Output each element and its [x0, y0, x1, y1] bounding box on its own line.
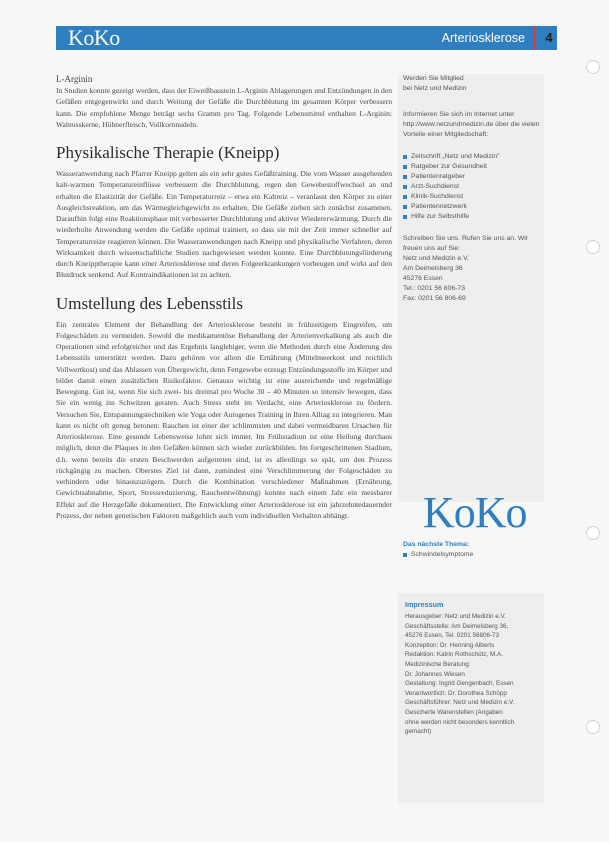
- membership-sidebar: [403, 74, 541, 304]
- contact-city: 45276 Essen: [403, 275, 443, 282]
- list-item: Ratgeber zur Gesundheit: [403, 162, 541, 172]
- impressum-title: Impressum: [405, 600, 444, 609]
- bullet-square-icon: [403, 155, 407, 159]
- list-item: Zeitschrift „Netz und Medizin": [403, 152, 541, 162]
- list-item: Arzt-Suchdienst: [403, 182, 541, 192]
- impressum-line: Geschäftsführer: Netz und Medizin e.V.: [405, 699, 515, 707]
- section-heading-kneipp: Physikalische Therapie (Kneipp): [56, 143, 280, 162]
- impressum-line: ohne werden nicht besonders kenntlich: [405, 718, 515, 726]
- binder-hole: [586, 720, 600, 734]
- accent-divider: [533, 26, 536, 50]
- binder-hole: [586, 526, 600, 540]
- bullet-square-icon: [403, 553, 407, 557]
- impressum-line: Verantwortlich: Dr. Dorothea Schöpp: [405, 689, 507, 697]
- contact-intro: Schreiben Sie uns. Rufen Sie uns an. Wir freuen uns auf Sie:: [403, 235, 529, 252]
- intro-heading: L-Arginin: [56, 74, 93, 84]
- list-item: Patientennetzwerk: [403, 202, 541, 212]
- section-heading-lifestyle: Umstellung des Lebensstils: [56, 293, 243, 313]
- bullet-square-icon: [403, 215, 407, 219]
- impressum-line: Medizinische Beratung:: [405, 660, 471, 668]
- list-item: Hilfe zur Selbsthilfe: [403, 212, 541, 222]
- impressum-line: 45276 Essen, Tel. 0201 56806-73: [405, 632, 500, 640]
- section-title: Arteriosklerose: [441, 31, 525, 45]
- impressum-line: Gestaltung: Ingrid Gengenbach, Essen: [405, 680, 514, 688]
- main-column: [56, 74, 392, 521]
- membership-title-line2: bei Netz und Medizin: [403, 85, 467, 92]
- impressum-line: Geschäftsstelle: Am Deimelsberg 36,: [405, 622, 509, 630]
- intro-paragraph: In Studien konnte gezeigt werden, dass der Eiweißbaustein L-Arginin Ablagerungen und Entzündungen in den Gefäßen entgegenwirkt und durch Weitung der Gefäße die Durchblutung im gesamten Körper verbessern kann. Die empfohlene Menge beträgt sechs Gramm pro Tag. Folgende Lebensmittel enthalten L-Arginin: Walnusskerne, Hühnerfleisch, Vollkornnudeln.: [56, 86, 393, 129]
- impressum-line: Gesicherte Warenstellen (Angaben: [405, 708, 503, 716]
- benefits-list: [403, 152, 541, 222]
- bullet-square-icon: [403, 175, 407, 179]
- kneipp-paragraph: Wasseranwendung nach Pfarrer Kneipp gelten als ein sehr gutes Gefäßtraining. Die vom Wasser ausgehenden kalt-warmen Temperatureinflüsse verbessern die Durchblutung, regen den Gewebestoffwechsel an und erhalten die Elastizität der Gefäße. Ein Temperaturreiz – etwa ein Kaltreiz – veranlasst den Körper zu einer Ausgleichsreaktion, um das Wärmegleichgewicht zu erhalten. Die Gefäße ziehen sich zunächst zusammen. Daraufhin folgt eine Reaktionsphase mit verbesserter Durchblutung und aktiver Wiedererwärmung. Durch die wiederholte Anwendung werden die Gefäße optimal trainiert, so dass sie mit der Zeit immer schneller auf Temperaturreize reagieren können. Die Wasseranwendungen nach Kneipp und physikalische Verfahren, deren Wirksamkeit durch wissenschaftliche Studien nachgewiesen werden konnte. Eine Durchblutungsförderung durch Kneipptherapie kann einer Arteriosklerose und deren Folgeerkrankungen vorbeugen und wirkt auf den Blutdruck senkend. Auf Kontraindikationen ist zu achten.: [56, 169, 392, 280]
- lifestyle-paragraph: Ein zentrales Element der Behandlung der Arteriosklerose besteht in frühzeitigem Eingreifen, um Folgeschäden zu vermeiden. Sowohl die medikamentöse Behandlung der Arterienverkalkung als auch die Operationen sind erfolgreicher und das Ergebnis langlebiger, wenn die Methoden durch eine Änderung des Lebensstils unterstützt werden. Dazu gehören vor allem die Ernährung (Mittelmeerkost und reichlich Vollwertkost) und das Ablassen von Übergewicht, denn Fettgewebe erzeugt Entzündungsstoffe im Körper und bildet damit einen zusätzlichen Risikofaktor. Genauso wichtig ist eine ausreichende und regelmäßige Bewegung. Gut ist, wenn Sie sich zwei- bis dreimal pro Woche 30 – 40 Minuten so intensiv bewegen, dass Sie ein wenig ins Schwitzen geraten. Auch Stress steht im Verdacht, eine Arteriosklerose zu fördern. Versuchen Sie, Entspannungstechniken wie Yoga oder Autogenes Training in Ihren Alltag zu integrieren. Man kann es nicht oft genug betonen: Rauchen ist einer der schlimmsten und dabei vermeidbaren Ursachen für Arteriosklerose. Eine gesunde Lebensweise lohnt sich immer. Im Frühstadium ist eine Heilung durchaus möglich, denn die Plaques in den Gefäßen können sich wieder zurückbilden. Im fortgeschrittenen Stadium, d.h. wenn bereits die ersten Beschwerden aufgetreten sind, ist es allerdings so spät, um den Prozess rückgängig zu machen. Oberstes Ziel ist dann, zumindest eine Verschlimmerung der Folgeschäden zu verhindern oder hinauszuzögern. Durch die Kombination verschiedener Maßnahmen (Ernährung, Gewichtsabnahme, Sport, Stressreduzierung, Rauchentwöhnung) konnte nach einem Jahr ein messbarer Effekt auf die Herzgefäße dokumentiert. Die Entwicklung einer Arteriosklerose ist ein jahrzehntedauernder Prozess, der neben genetischen Faktoren maßgeblich auch vom individuellen Verhalten abhängt.: [56, 319, 392, 520]
- impressum-line: Herausgeber: Netz und Medizin e.V.: [405, 613, 506, 620]
- bullet-square-icon: [403, 185, 407, 189]
- membership-info: Informieren Sie sich im Internet unter http://www.netzundmedizin.de über die vielen Vorteile einer Mitgliedschaft:: [403, 111, 540, 138]
- impressum: [405, 600, 541, 737]
- bullet-square-icon: [403, 195, 407, 199]
- impressum-line: Konzeption: Dr. Henning Alberts: [405, 641, 495, 649]
- contact-tel: Tel.: 0201 56 806-73: [403, 285, 465, 292]
- page-number: 4: [541, 26, 557, 50]
- contact-fax: Fax: 0201 56 806-69: [403, 295, 466, 302]
- brand-logo: KoKo: [68, 25, 120, 50]
- next-topic-item: Schwindelsymptome: [403, 550, 541, 560]
- next-topic: [403, 539, 541, 560]
- impressum-line: Dr. Johannes Wiesen: [405, 670, 465, 678]
- list-item: Klinik-Suchdienst: [403, 192, 541, 202]
- binder-hole: [586, 240, 600, 254]
- koko-logo: KoKo: [423, 488, 527, 537]
- bullet-square-icon: [403, 205, 407, 209]
- bullet-square-icon: [403, 165, 407, 169]
- membership-title-line1: Werden Sie Mitglied: [403, 75, 464, 82]
- contact-street: Am Deimelsberg 36: [403, 265, 463, 272]
- list-item: Patientenratgeber: [403, 172, 541, 182]
- next-topic-label: Das nächste Thema:: [403, 541, 470, 548]
- binder-hole: [586, 60, 600, 74]
- impressum-line: gemacht): [405, 728, 432, 736]
- contact-org: Netz und Medizin e.V.: [403, 255, 469, 262]
- impressum-line: Redaktion: Katrin Rothschütz, M.A.: [405, 651, 503, 659]
